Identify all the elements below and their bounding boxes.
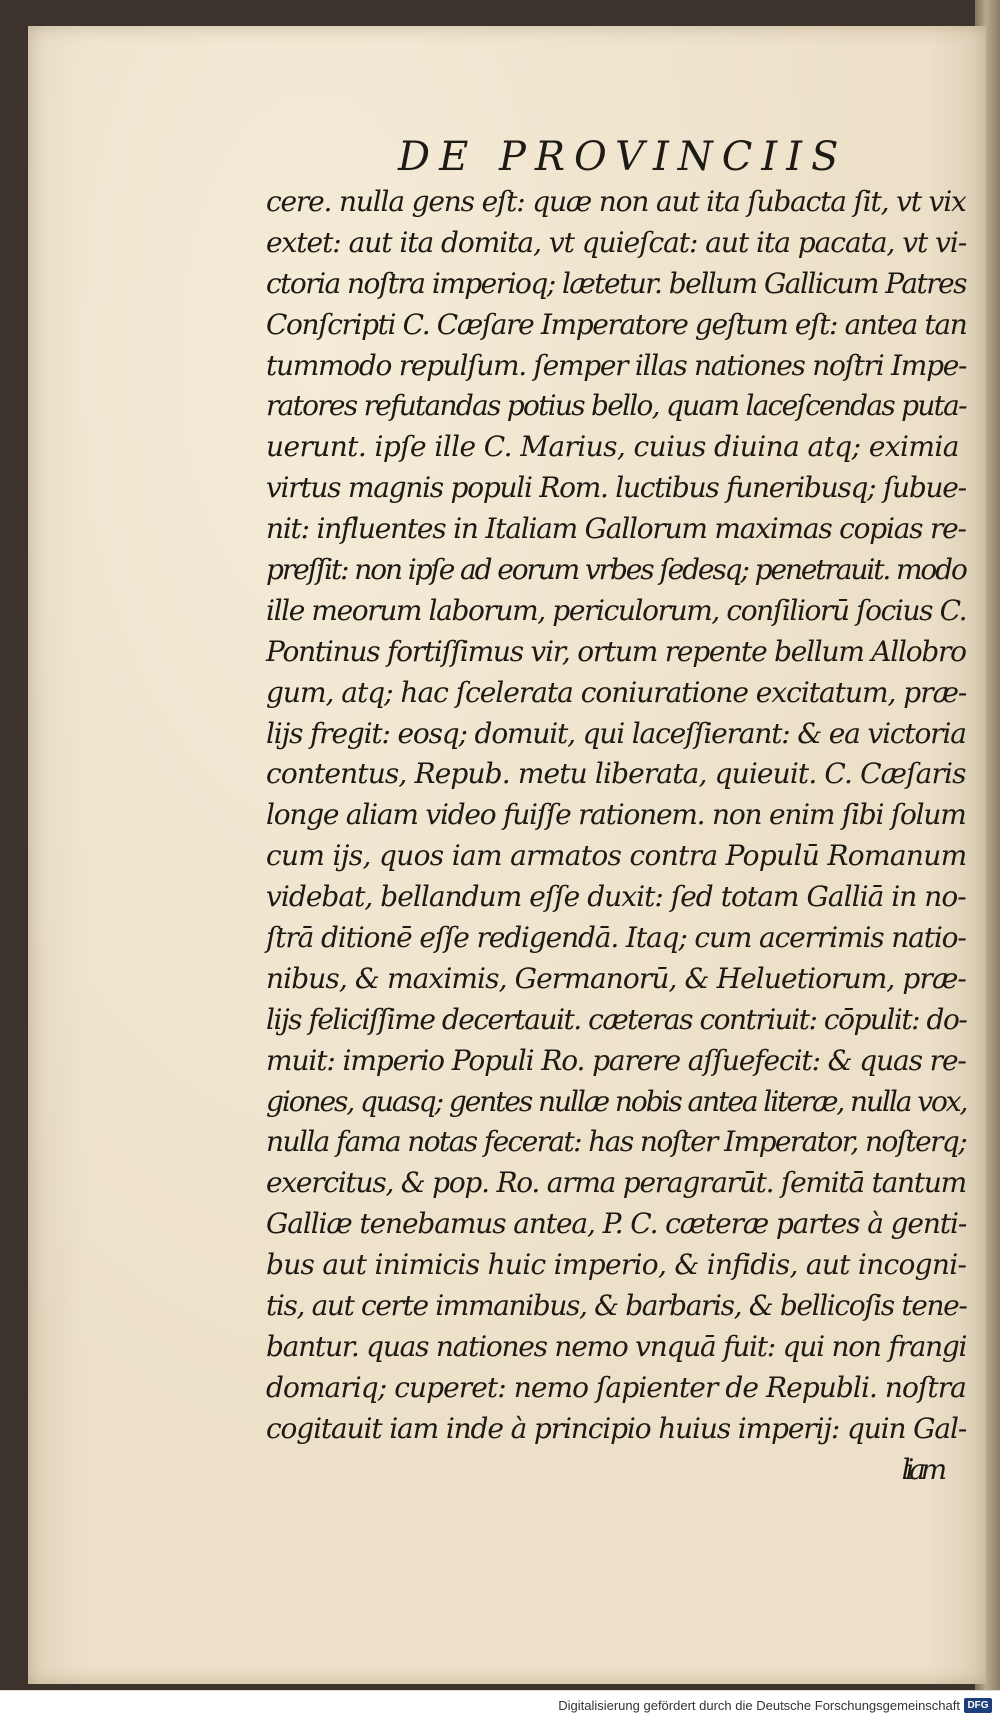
text-line: videbat, bellandum eſſe duxit: ſed totam Galliā in no- <box>266 880 966 914</box>
text-line: longe aliam video fuiſſe rationem. non enim ſibi ſolum <box>266 798 966 832</box>
footer-bar <box>0 1690 1000 1721</box>
text-line: ctoria noſtra imperioq; lætetur. bellum Gallicum Patres <box>266 266 966 300</box>
text-line: nulla fama notas fecerat: has noſter Imperator, noſterq; <box>266 1125 967 1159</box>
text-line: domariq; cuperet: nemo ſapienter de Republi. noſtra <box>266 1370 966 1404</box>
text-line: cere. nulla gens eſt: quæ non aut ita ſubacta ſit, vt vix <box>266 185 966 218</box>
text-line: exercitus, & pop. Ro. arma peragrarūt. ſemitā tantum <box>266 1166 966 1200</box>
dfg-logo-icon: DFG <box>964 1698 992 1713</box>
text-line: nit: influentes in Italiam Gallorum maximas copias re- <box>266 512 966 546</box>
text-line: extet: aut ita domita, vt quieſcat: aut ita pacata, vt vi- <box>266 225 967 259</box>
text-line: nibus, & maximis, Germanorū, & Heluetiorum, præ- <box>266 961 966 995</box>
text-line: Galliæ tenebamus antea, P. C. cæteræ partes à genti- <box>266 1207 967 1241</box>
catchword: liam <box>901 1452 942 1486</box>
text-line: Conſcripti C. Cæſare Imperatore geſtum eſt: antea tan <box>266 307 967 341</box>
text-line: preſſit: non ipſe ad eorum vrbes ſedesq; penetrauit. modo <box>266 553 966 587</box>
text-line: lijs fregit: eosq; domuit, qui laceſſierant: & ea victoria <box>266 716 966 750</box>
text-line: Pontinus fortiſſimus vir, ortum repente bellum Allobro <box>266 634 966 668</box>
book-page <box>28 26 986 1684</box>
text-line: uerunt. ipſe ille C. Marius, cuius diuina atq; eximia <box>266 430 959 464</box>
text-line: ſtrā ditionē eſſe redigendā. Itaq; cum acerrimis natio- <box>266 921 966 955</box>
text-line: gum, atq; hac ſcelerata coniuratione excitatum, præ- <box>266 675 967 709</box>
text-line: cum ijs, quos iam armatos contra Populū Romanum <box>266 839 967 873</box>
text-block <box>266 182 986 1491</box>
text-line: ratores refutandas potius bello, quam laceſcendas puta- <box>266 389 966 423</box>
text-line: virtus magnis populi Rom. luctibus funeribusq; ſubue- <box>266 471 966 505</box>
text-line: ille meorum laborum, periculorum, conſiliorū ſocius C. <box>266 593 967 627</box>
text-line: bus aut inimicis huic imperio, & infidis, aut incogni- <box>266 1248 967 1282</box>
text-line: muit: imperio Populi Ro. parere aſſuefecit: & quas re- <box>266 1043 966 1077</box>
running-head: DE PROVINCIIS <box>398 134 848 180</box>
text-line: tummodo repulſum. ſemper illas nationes noſtri Impe- <box>266 348 967 382</box>
funding-credit: Digitalisierung gefördert durch die Deutsche Forschungsgemeinschaft <box>558 1698 960 1713</box>
text-line: lijs feliciſſime decertauit. cæteras contriuit: cōpulit: do- <box>266 1002 967 1036</box>
text-line: giones, quasq; gentes nullæ nobis antea literæ, nulla vox, <box>266 1084 967 1118</box>
text-line: cogitauit iam inde à principio huius imperij: quin Gal- <box>266 1411 967 1445</box>
text-line: contentus, Repub. metu liberata, quieuit. C. Cæſaris <box>266 757 966 791</box>
text-line: bantur. quas nationes nemo vnquā fuit: qui non frangi <box>266 1329 967 1363</box>
text-line: tis, aut certe immanibus, & barbaris, & bellicoſis tene- <box>266 1289 967 1323</box>
